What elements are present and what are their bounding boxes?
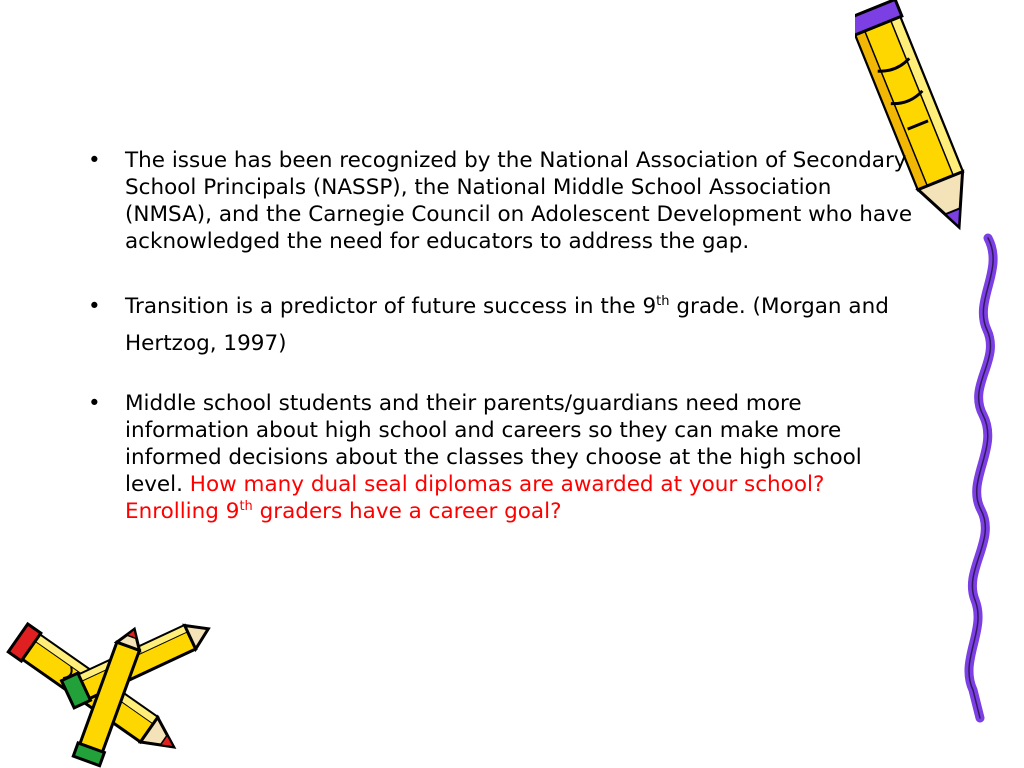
bullet-list [88, 147, 923, 558]
bullet-text: Transition is a predictor of future success in the 9 [125, 294, 657, 319]
highlight-question: How many dual seal diplomas are awarded at your school? Enrolling 9 [125, 472, 825, 524]
bullet-item [88, 147, 923, 255]
bullet-marker: • [88, 391, 101, 416]
bullet-marker: • [88, 148, 101, 173]
highlight-question-continued: graders have a career goal? [252, 499, 562, 524]
superscript: th [656, 293, 670, 309]
superscript: th [239, 498, 253, 514]
bullet-marker: • [88, 294, 101, 319]
bullet-text-continued: grade. (Morgan and Hertzog, 1997) [125, 294, 889, 356]
bullet-text: The issue has been recognized by the National Association of Secondary School Principals (NASSP), the National Middle School Association (NMSA), and the Carnegie Council on Adolescent Development who have acknowledged the need for educators to address the gap. [125, 148, 913, 254]
crossed-pencils-icon [0, 612, 215, 768]
bullet-text: Middle school students and their parents/guardians need more information about high school and careers so they can make more informed decisions about the classes they choose at the high school level. [125, 391, 862, 497]
bullet-item [88, 288, 923, 362]
bullet-item [88, 390, 923, 525]
